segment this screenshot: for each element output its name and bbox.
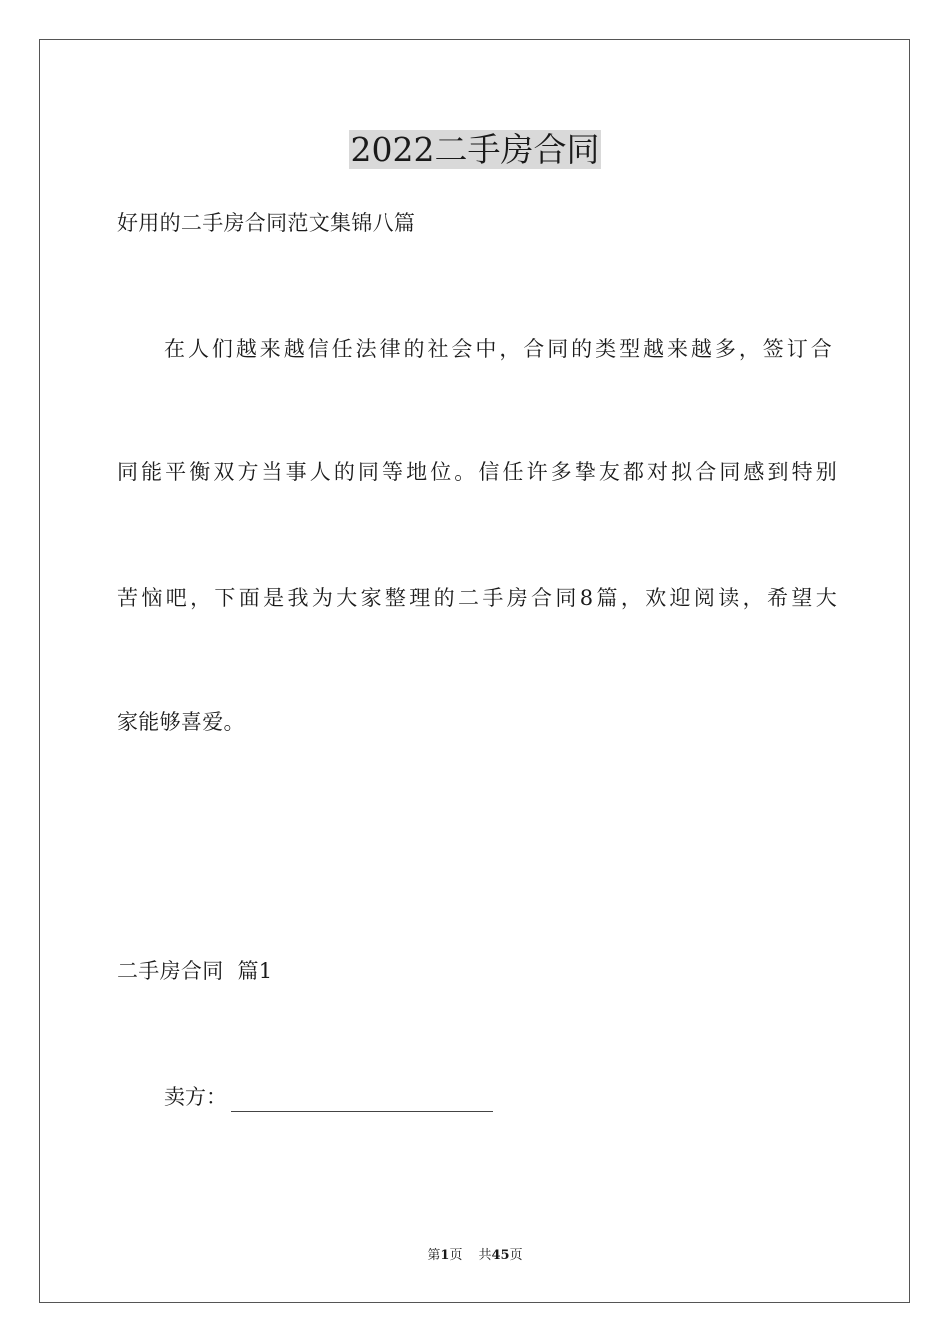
document-subtitle: 好用的二手房合同范文集锦八篇 xyxy=(117,211,416,235)
total-prefix: 共 xyxy=(478,1248,492,1263)
seller-blank-field[interactable] xyxy=(231,1089,493,1112)
intro-paragraph-line: 苦恼吧，下面是我为大家整理的二手房合同8篇，欢迎阅读，希望大 xyxy=(117,586,837,610)
document-title-text: 2022二手房合同 xyxy=(350,130,600,169)
section-heading: 二手房合同 篇1 xyxy=(117,959,273,983)
intro-paragraph-line: 在人们越来越信任法律的社会中，合同的类型越来越多，签订合 xyxy=(164,337,832,361)
page-footer xyxy=(0,1247,950,1265)
page-suffix: 页 xyxy=(449,1248,463,1263)
page-prefix: 第 xyxy=(427,1248,441,1263)
intro-paragraph-line: 家能够喜爱。 xyxy=(117,710,245,734)
document-title xyxy=(0,128,950,172)
total-suffix: 页 xyxy=(509,1248,523,1263)
total-pages: 45 xyxy=(491,1248,510,1263)
page-number: 1 xyxy=(440,1248,450,1263)
intro-paragraph-line: 同能平衡双方当事人的同等地位。信任许多挚友都对拟合同感到特别 xyxy=(117,460,837,484)
seller-row xyxy=(164,1082,493,1112)
seller-label: 卖方： xyxy=(164,1085,227,1109)
